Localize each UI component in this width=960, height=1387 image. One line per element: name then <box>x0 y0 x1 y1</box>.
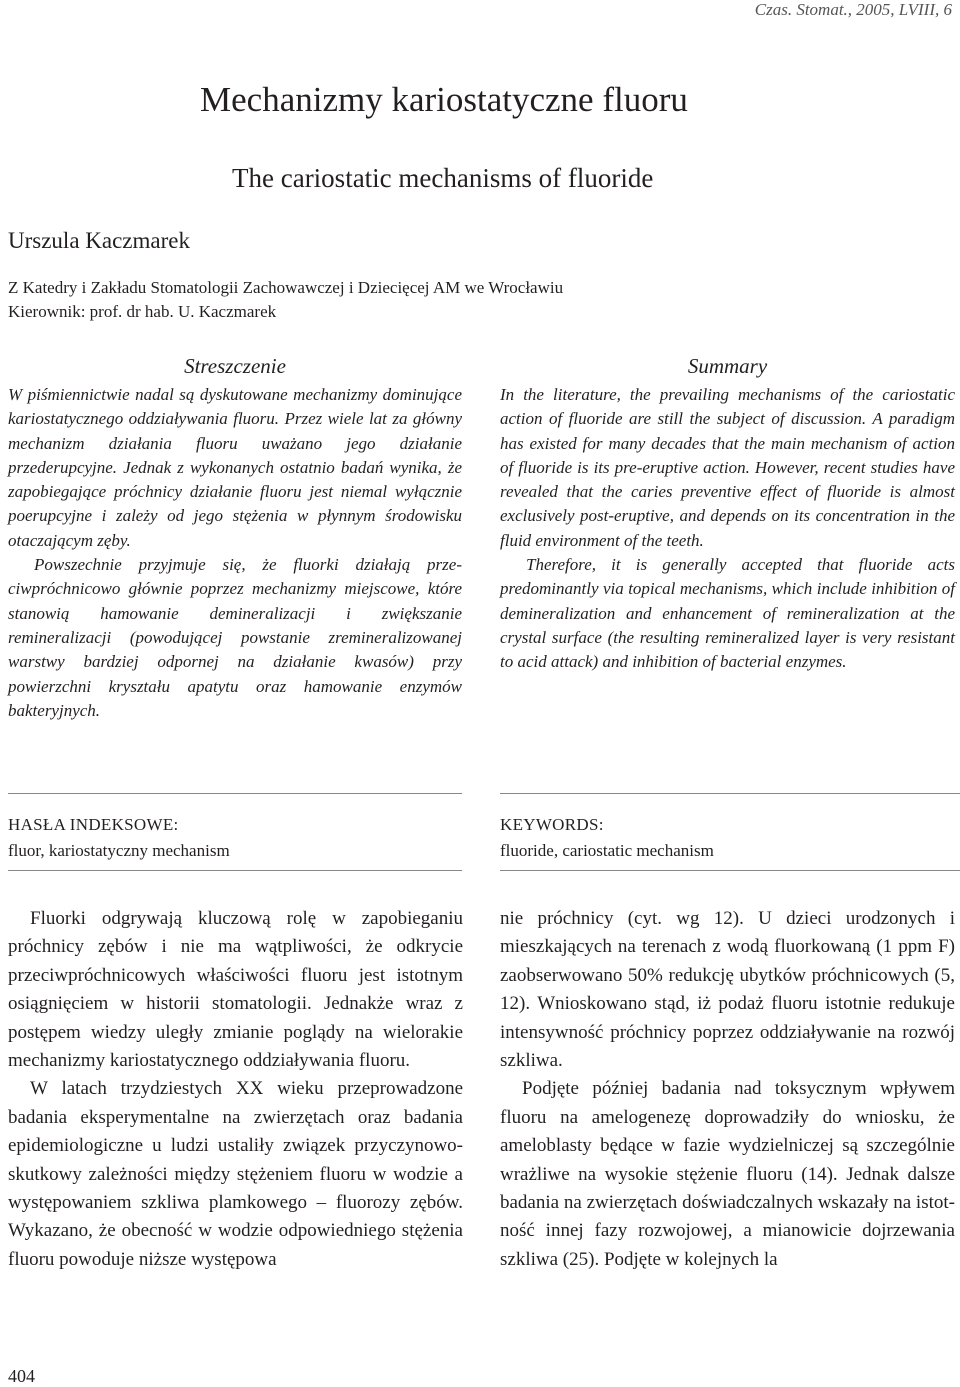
keywords-polish <box>8 793 462 871</box>
affiliation <box>8 276 563 324</box>
affiliation-department: Z Katedry i Zakładu Stomatologii Zachowawczej i Dziecięcej AM we Wrocławiu <box>8 278 564 297</box>
body-left-paragraph-1: Fluorki odgrywają kluczową rolę w zapobieganiu próchnicy zębów i nie ma wątpliwości, że odkrycie przeciwpróchnicowych właściwości fluoru jest istotnym osiągnięciem w historii stomatologii. Jednakże wraz z postępem wiedzy uległy zmianie poglądy na wielorakie mechanizmy kariostatycznego oddziaływania fluoru. <box>8 908 463 1072</box>
keywords-polish-value: fluor, kariostatyczny mechanism <box>8 841 230 860</box>
keywords-english <box>500 793 960 871</box>
abstract-english-paragraph-1: In the literature, the prevailing mechanisms of the cariostatic action of fluoride are still the subject of discussion. A paradigm has existed for many decades that the main mechanism of action of fluoride is its pre-eruptive action. However, recent studies have revealed that the caries preventive effect of fluoride is almost exclusively post-eruptive, and depends on its concentration in the fluid environment of the teeth. <box>500 385 955 550</box>
keywords-english-value: fluoride, cariostatic mechanism <box>500 841 714 860</box>
title-polish: Mechanizmy kariostatyczne fluoru <box>200 80 688 119</box>
abstract-polish-heading: Streszczenie <box>184 354 286 378</box>
keywords-polish-label: HASŁA INDEKSOWE: <box>8 815 179 834</box>
abstract-polish-paragraph-1: W piśmiennictwie nadal są dyskutowane mechanizmy dominujące kariostatycznego oddziaływania fluoru. Przez wiele lat za główny mechanizm działania fluoru uważano jego działanie przederupcyjne. Jednak z wykonanych ostatnio badań wynika, że zapobiegające próchnicy działanie fluoru jest niemal wyłącznie poerupcyjne i zależy od jego stężenia w płynnym środowisku otaczającym zęby. <box>8 385 462 550</box>
affiliation-head: Kierownik: prof. dr hab. U. Kaczmarek <box>8 302 277 321</box>
journal-citation: Czas. Stomat., 2005, LVIII, 6 <box>754 0 952 19</box>
abstract-english-paragraph-2: Therefore, it is generally accepted that fluoride acts predominantly via topical mechanisms, which include inhibition of demineralization and enhancement of remineralization at the crystal surface (the resulting remineralized layer is very resistant to acid attack) and inhibition of bacterial enzymes. <box>500 555 955 672</box>
body-right-paragraph-2: Podjęte później badania nad toksycznym wpływem fluoru na amelogenezę doprowadziły do wniosku, że ameloblasty będące w fazie wydzielniczej są szczególnie wrażliwe na wysokie stężenie fluoru (14). Jednak dalsze badania na zwierzętach doświadczalnych wskazały na istotność innej fazy rozwojowej, a mianowicie dojrzewania szkliwa (25). Podjęte w kolejnych la <box>500 1078 955 1270</box>
body-left-paragraph-2: W latach trzydziestych XX wieku przeprowadzone badania eksperymentalne na zwierzętach oraz badania epidemiologiczne u ludzi ustaliły związek przyczynowo-skutkowy zależności między stężeniem fluoru w wodzie a występowaniem szkliwa plamkowego – fluorozy zębów. Wykazano, że obecność w wodzie odpowiedniego stężenia fluoru powoduje niższe występowa <box>8 1078 463 1270</box>
abstract-english <box>500 353 955 675</box>
abstract-english-heading: Summary <box>687 354 768 378</box>
abstract-polish <box>8 353 462 723</box>
author-name: Urszula Kaczmarek <box>8 228 190 253</box>
keywords-english-label: KEYWORDS: <box>500 815 604 834</box>
abstract-polish-paragraph-2: Powszechnie przyjmuje się, że fluorki działają przeciwpróchnicowo głównie poprzez mechanizmy miejscowe, które stanowią hamowanie demineralizacji i zwiększanie remineralizacji (powodującej powstanie zremineralizowanej warstwy bardziej odpornej na działanie kwasów) przy powierzchni kryształu apatytu oraz hamowanie enzymów bakteryjnych. <box>8 555 462 720</box>
body-column-right <box>500 905 955 1274</box>
title-english: The cariostatic mechanisms of fluoride <box>232 163 654 193</box>
body-column-left <box>8 905 463 1274</box>
body-right-paragraph-1: nie próchnicy (cyt. wg 12). U dzieci urodzonych i mieszkających na terenach z wodą fluorkowaną (1 ppm F) zaobserwowano 50% redukcję ubytków próchnicowych (5, 12). Wnioskowano stąd, iż podaż fluoru istotnie redukuje intensywność próchnicy poprzez oddziaływanie na rozwój szkliwa. <box>500 908 955 1072</box>
page-number: 404 <box>8 1366 35 1386</box>
